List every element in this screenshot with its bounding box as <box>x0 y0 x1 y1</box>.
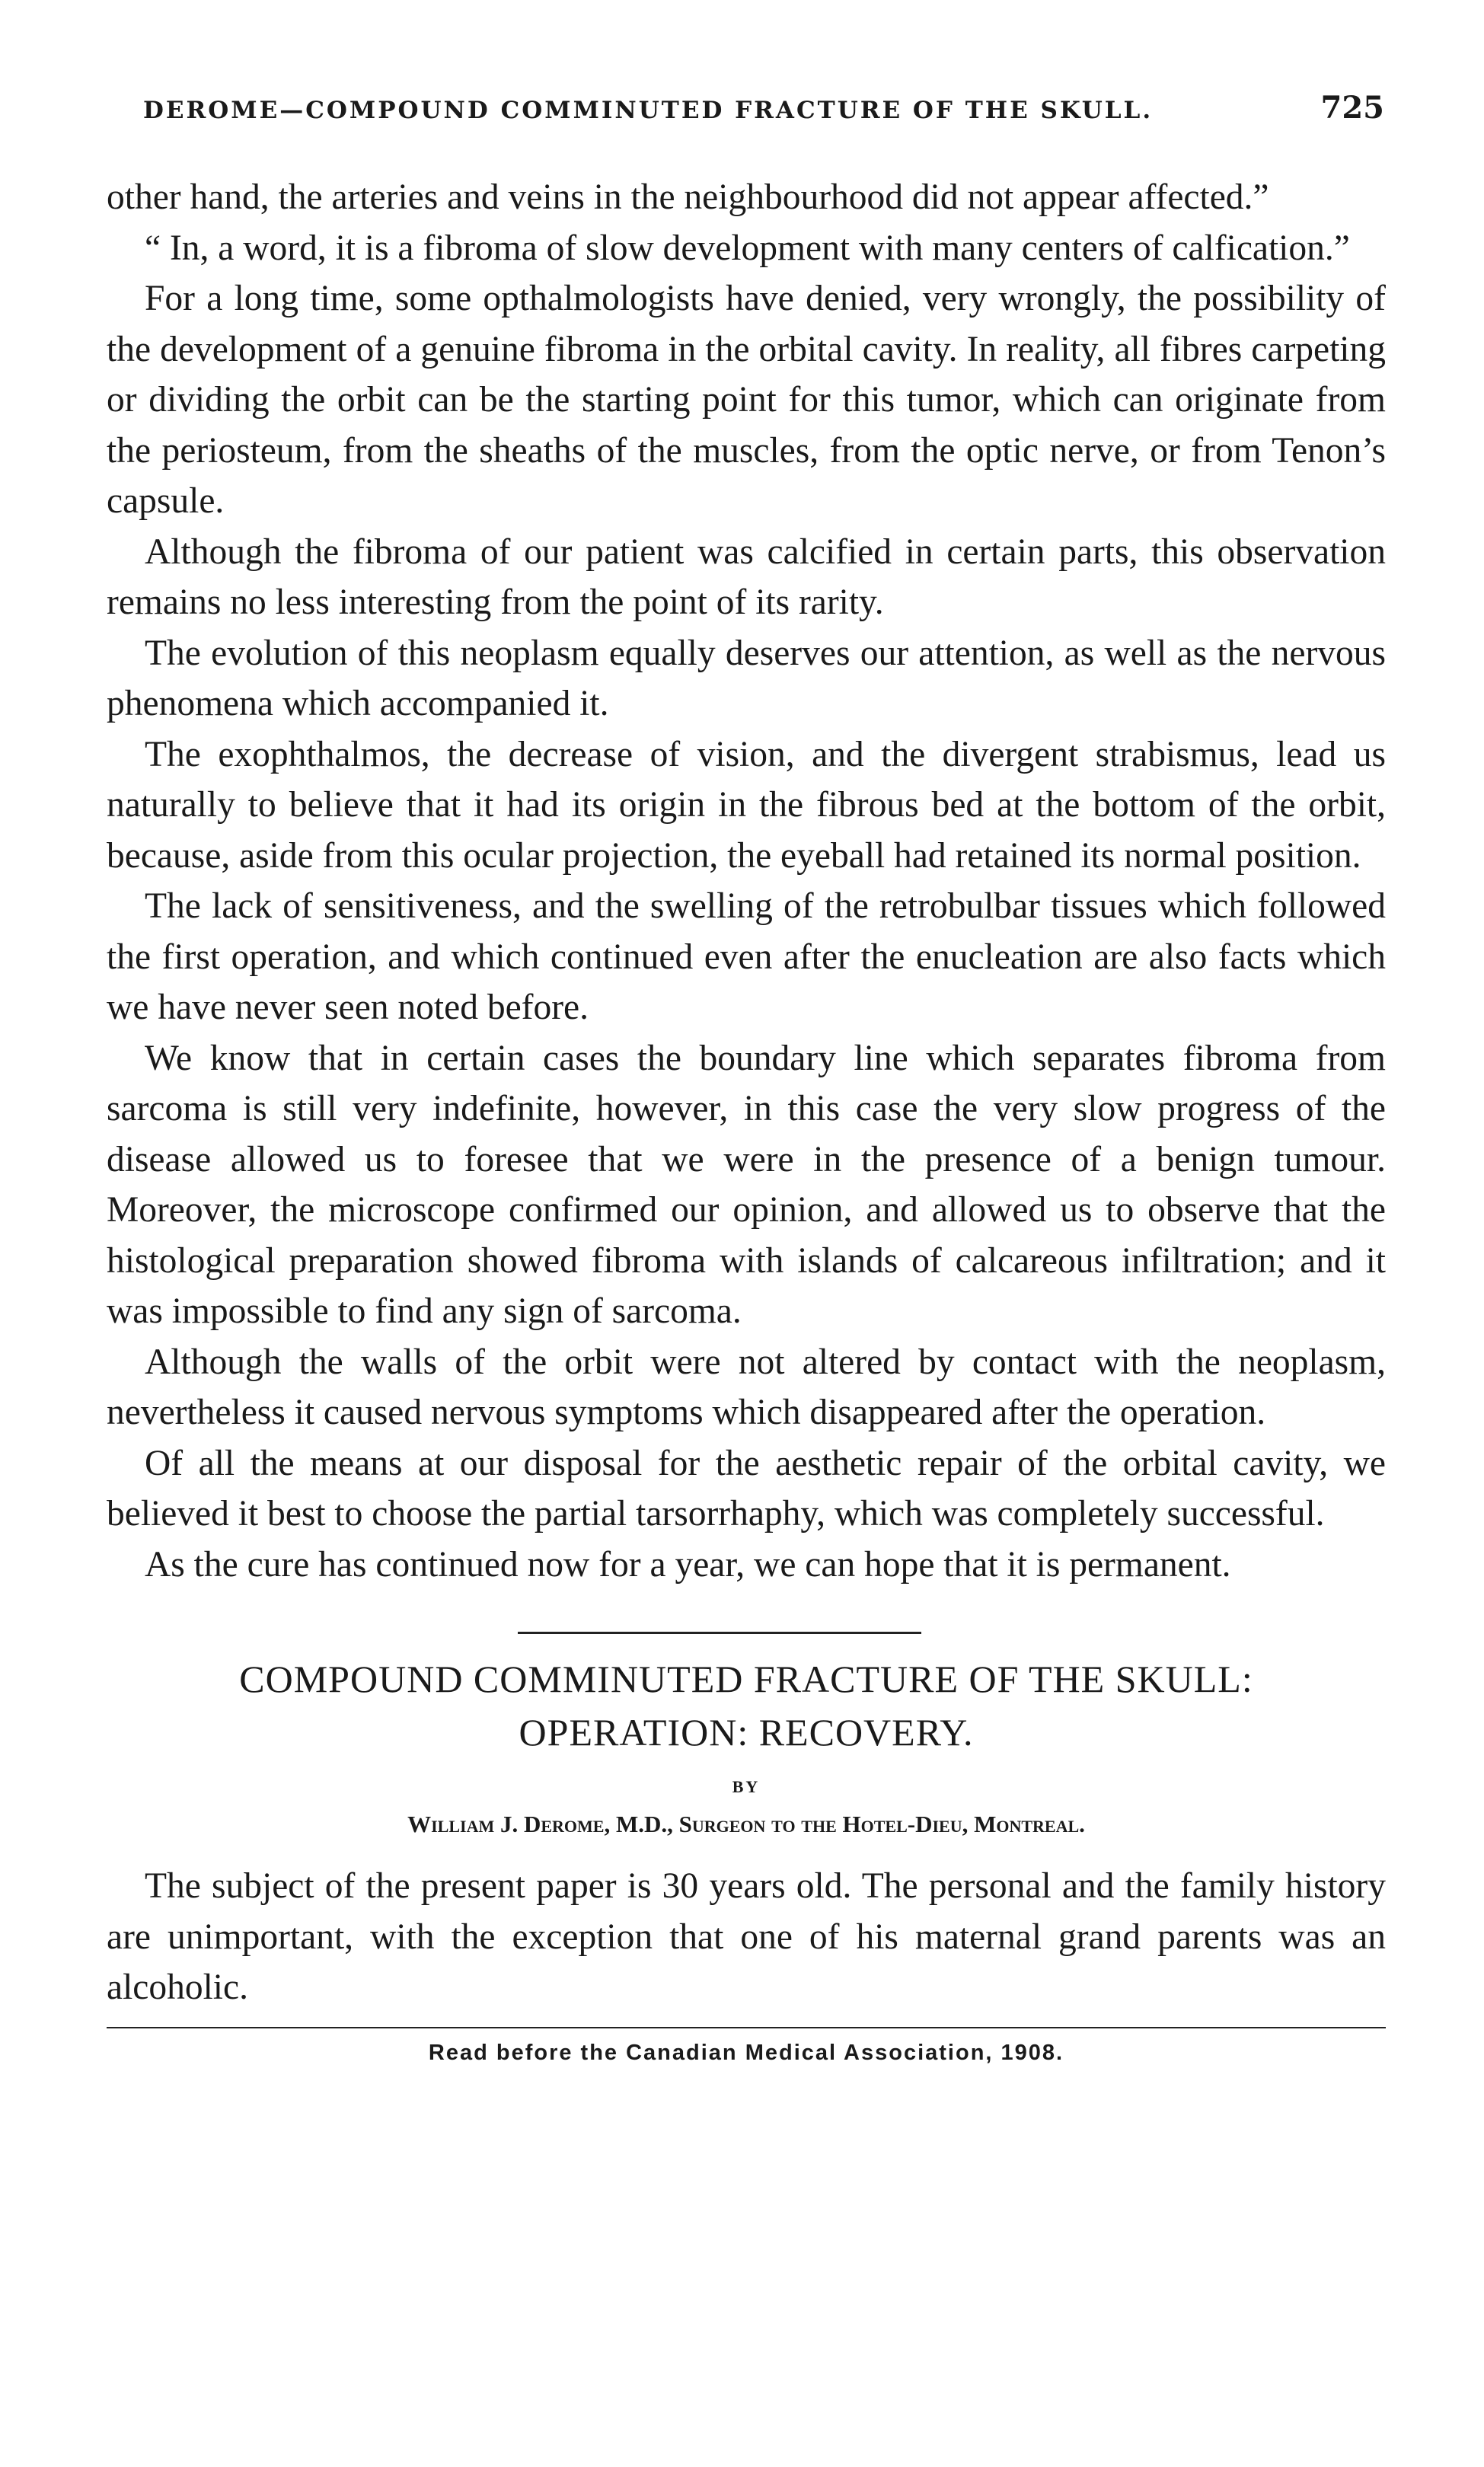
byline-by: BY <box>732 1777 761 1796</box>
running-title: DEROME—COMPOUND COMMINUTED FRACTURE OF THE SKULL. <box>143 97 1154 124</box>
paragraph: The lack of sensitiveness, and the swelling of the retrobulbar tissues which followed the first operation, and which continued even after the enucleation are also facts which we have never seen noted before. <box>107 886 1386 1027</box>
article-title <box>107 1652 1386 1759</box>
body-text <box>107 172 1386 1590</box>
footnote: Read before the Canadian Medical Association, 1908. <box>428 2041 1064 2065</box>
paragraph: As the cure has continued now for a year, we can hope that it is permanent. <box>145 1544 1231 1585</box>
paragraph: Of all the means at our disposal for the aesthetic repair of the orbital cavity, we believed it best to choose the partial tarsorrhaphy, which was completely successful. <box>107 1443 1386 1533</box>
paragraph: We know that in certain cases the boundary line which separates fibroma from sarcoma is still very indefinite, however, in this case the very slow progress of the disease allowed us to foresee that we were in the presence of a benign tumour. Moreover, the microscope confirmed our opinion, and allowed us to observe that the histological preparation showed fibroma with islands of calcareous infiltration; and it was impossible to find any sign of sarcoma. <box>107 1038 1386 1331</box>
page-number: 725 <box>1320 90 1384 126</box>
running-head <box>143 90 1384 126</box>
author-byline: William J. Derome, M.D., Surgeon to the Hotel-Dieu, Montreal. <box>407 1811 1085 1837</box>
article-intro <box>107 1861 1386 2013</box>
paragraph: other hand, the arteries and veins in the neighbourhood did not appear affected.” <box>107 177 1269 217</box>
paragraph: The exophthalmos, the decrease of vision, and the divergent strabismus, lead us naturally to believe that it had its origin in the fibrous bed at the bottom of the orbit, because, aside from this ocular projection, the eyeball had retained its normal position. <box>107 734 1386 876</box>
section-divider <box>518 1632 921 1634</box>
footnote-divider <box>107 2027 1386 2028</box>
paragraph: The evolution of this neoplasm equally deserves our attention, as well as the nervous phenomena which accompanied it. <box>107 633 1386 723</box>
paragraph: Although the walls of the orbit were not altered by contact with the neoplasm, nevertheless it caused nervous symptoms which disappeared after the operation. <box>107 1342 1386 1432</box>
paragraph: “ In, a word, it is a fibroma of slow development with many centers of calfication.” <box>145 228 1350 268</box>
paragraph: The subject of the present paper is 30 years old. The personal and the family history are unimportant, with the exception that one of his maternal grand parents was an alcoholic. <box>107 1866 1386 2007</box>
paragraph: For a long time, some opthalmologists have denied, very wrongly, the possibility of the development of a genuine fibroma in the orbital cavity. In reality, all fibres carpeting or dividing the orbit can be the starting point for this tumor, which can originate from the periosteum, from the sheaths of the muscles, from the optic nerve, or from Tenon’s capsule. <box>107 279 1386 521</box>
paragraph: Although the fibroma of our patient was calcified in certain parts, this observation remains no less interesting from the point of its rarity. <box>107 531 1386 622</box>
article-title-line-1: COMPOUND COMMINUTED FRACTURE OF THE SKULL: <box>239 1658 1253 1700</box>
article-title-line-2: OPERATION: RECOVERY. <box>519 1711 974 1754</box>
